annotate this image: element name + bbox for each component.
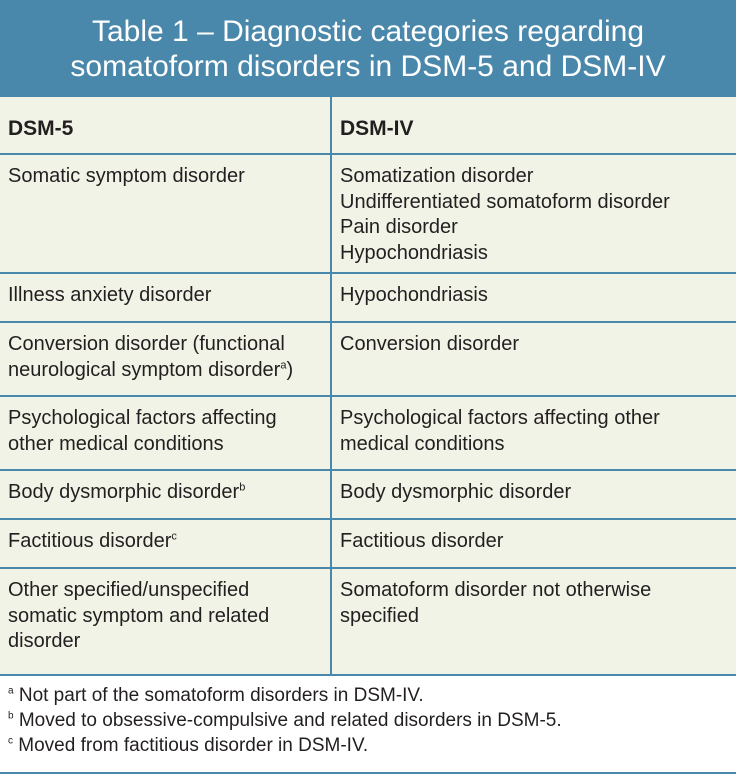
cell-line: Conversion disorder (functional xyxy=(8,333,285,355)
cell-line-with-footnote xyxy=(8,529,324,555)
cell-dsm4 xyxy=(340,406,730,457)
footnote-mark: a xyxy=(8,685,14,697)
cell-line: Body dysmorphic disorder xyxy=(340,481,572,503)
cell-dsm5 xyxy=(8,332,324,383)
footnote-text: Not part of the somatoform disorders in DSM-IV. xyxy=(13,685,424,706)
cell-dsm5 xyxy=(8,283,324,309)
footnote-mark: b xyxy=(239,481,246,494)
cell-dsm5 xyxy=(8,480,324,506)
column-header-dsm4: DSM-IV xyxy=(340,117,414,140)
footnote xyxy=(8,683,736,708)
table-header-row xyxy=(0,97,736,155)
cell-line: Somatoform disorder not otherwise xyxy=(340,579,652,601)
cell-line: medical conditions xyxy=(340,432,505,455)
column-header-dsm5: DSM-5 xyxy=(8,117,74,140)
cell-line-with-footnote xyxy=(8,480,324,506)
cell-line: Factitious disorder xyxy=(340,530,504,552)
footnote-mark: c xyxy=(8,735,13,747)
cell-line: Illness anxiety disorder xyxy=(8,284,212,306)
table-row xyxy=(0,471,736,520)
cell-line-with-footnote xyxy=(8,358,324,384)
cell-line: Somatic symptom disorder xyxy=(8,165,245,187)
cell-line: Hypochondriasis xyxy=(340,284,488,306)
table-footnotes xyxy=(0,674,736,774)
cell-line: other medical conditions xyxy=(8,432,224,455)
cell-dsm4 xyxy=(340,529,730,555)
cell-text: Factitious disorder xyxy=(8,530,172,552)
footnote-text: Moved from factitious disorder in DSM-IV. xyxy=(13,735,369,756)
cell-dsm4 xyxy=(340,480,730,506)
cell-line: Somatization disorder xyxy=(340,165,534,187)
cell-line: Psychological factors affecting other xyxy=(340,407,660,429)
table-row xyxy=(0,569,736,674)
cell-text: neurological symptom disorder xyxy=(8,358,281,381)
footnote xyxy=(8,733,736,758)
footnote-mark: c xyxy=(171,530,177,543)
footnote-mark: a xyxy=(280,358,287,371)
table-row xyxy=(0,397,736,471)
title-line-1: Table 1 – Diagnostic categories regarding xyxy=(92,14,644,48)
cell-line: Undifferentiated somatoform disorder xyxy=(340,190,670,213)
cell-dsm4 xyxy=(340,578,730,629)
table-row xyxy=(0,323,736,397)
cell-line: Other specified/unspecified xyxy=(8,579,250,601)
cell-line: Conversion disorder xyxy=(340,333,519,355)
comparison-table xyxy=(0,97,736,674)
cell-dsm5 xyxy=(8,164,324,190)
cell-dsm4 xyxy=(340,164,730,266)
cell-line: Hypochondriasis xyxy=(340,241,488,264)
footnote-mark: b xyxy=(8,710,14,722)
table-row xyxy=(0,155,736,274)
cell-line: disorder xyxy=(8,630,81,652)
cell-dsm4 xyxy=(340,332,730,358)
title-line-2: somatoform disorders in DSM-5 and DSM-IV xyxy=(70,49,666,83)
cell-line: somatic symptom and related xyxy=(8,604,270,627)
table-title xyxy=(0,0,736,97)
footnote xyxy=(8,708,736,733)
table-row xyxy=(0,274,736,323)
cell-text-closing: ) xyxy=(286,358,294,381)
footnote-text: Moved to obsessive-compulsive and related disorders in DSM-5. xyxy=(13,710,562,731)
cell-line: Psychological factors affecting xyxy=(8,407,277,429)
cell-line: specified xyxy=(340,604,419,627)
cell-dsm5 xyxy=(8,578,324,655)
cell-text: Body dysmorphic disorder xyxy=(8,481,240,503)
cell-dsm5 xyxy=(8,529,324,555)
table-row xyxy=(0,520,736,569)
cell-dsm4 xyxy=(340,283,730,309)
cell-dsm5 xyxy=(8,406,324,457)
cell-line: Pain disorder xyxy=(340,216,458,238)
